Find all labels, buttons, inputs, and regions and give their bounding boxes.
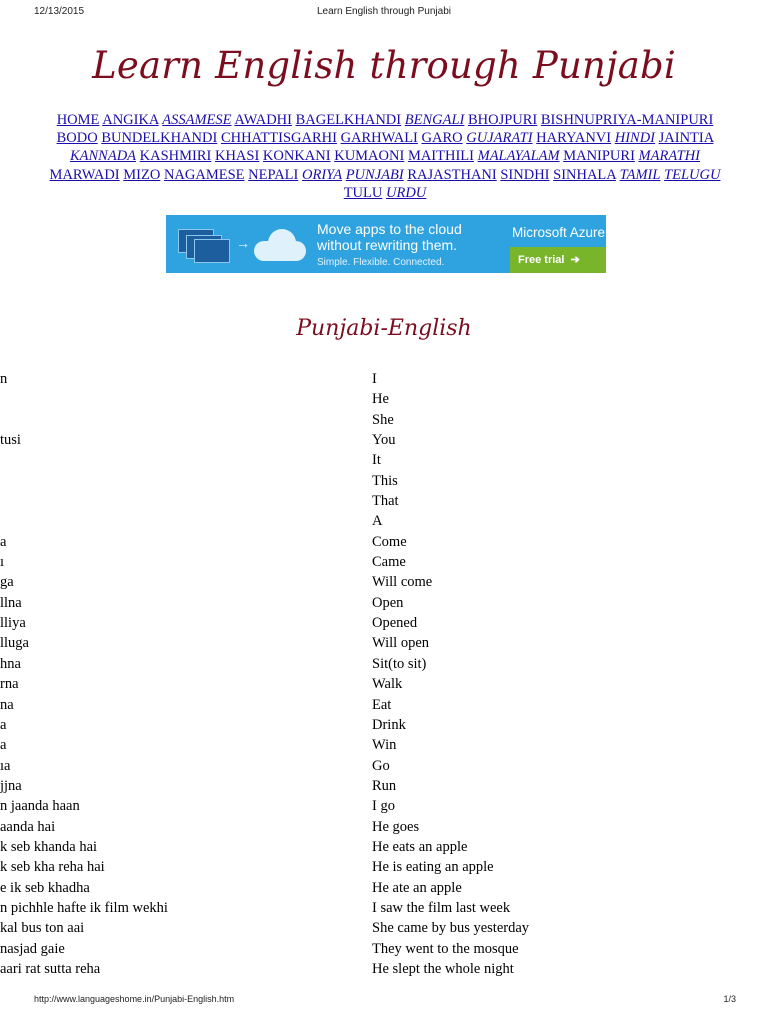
english-phrase: She came by bus yesterday — [372, 920, 530, 937]
phrase-row — [0, 898, 768, 918]
nav-link-assamese[interactable]: ASSAMESE — [162, 112, 232, 128]
arrow-circle-icon: ➔ — [567, 254, 580, 266]
section-title: Punjabi-English — [296, 316, 472, 341]
english-phrase: He ate an apple — [372, 879, 462, 896]
nav-link-kumaoni[interactable]: KUMAONI — [334, 148, 405, 165]
nav-link-bodo[interactable]: BODO — [56, 130, 98, 147]
phrase-row — [0, 532, 768, 552]
english-phrase: Came — [372, 554, 406, 571]
english-phrase: I saw the film last week — [372, 899, 511, 916]
punjabi-phrase: k seb kha reha hai — [0, 859, 105, 876]
phrase-row — [0, 918, 768, 938]
print-title: Learn English through Punjabi — [317, 6, 451, 17]
phrase-row — [0, 796, 768, 816]
punjabi-phrase: na — [0, 696, 14, 713]
phrase-row — [0, 674, 768, 694]
punjabi-phrase: rna — [0, 676, 19, 693]
punjabi-phrase: a — [0, 716, 7, 733]
punjabi-phrase: kal bus ton aai — [0, 920, 85, 937]
punjabi-phrase: a — [0, 737, 7, 754]
nav-link-bengali[interactable]: BENGALI — [404, 112, 465, 128]
ad-headline: Move apps to the cloud without rewriting them. — [317, 221, 462, 253]
english-phrase: He slept the whole night — [372, 960, 514, 977]
phrase-row — [0, 857, 768, 877]
nav-link-mizo[interactable]: MIZO — [123, 166, 161, 183]
phrase-row — [0, 878, 768, 898]
phrase-row — [0, 572, 768, 592]
english-phrase: Run — [372, 777, 397, 794]
punjabi-phrase: aanda hai — [0, 818, 56, 835]
english-phrase: He eats an apple — [372, 838, 468, 855]
english-phrase: Come — [372, 533, 407, 550]
punjabi-phrase: aari rat sutta reha — [0, 960, 101, 977]
punjabi-phrase: n — [0, 371, 8, 387]
cloud-icon — [254, 229, 306, 261]
phrase-row — [0, 511, 768, 531]
nav-link-kannada[interactable]: KANNADA — [69, 148, 137, 165]
nav-link-khasi[interactable]: KHASI — [214, 148, 260, 165]
phrase-row — [0, 654, 768, 674]
free-trial-label: Free trial — [518, 254, 565, 266]
phrase-row — [0, 695, 768, 715]
nav-link-awadhi[interactable]: AWADHI — [234, 112, 292, 128]
phrase-row — [0, 715, 768, 735]
english-phrase: Walk — [372, 676, 403, 693]
punjabi-phrase: n pichhle hafte ik film wekhi — [0, 899, 168, 916]
punjabi-phrase: llna — [0, 594, 22, 611]
english-phrase: A — [372, 513, 383, 530]
phrase-row — [0, 430, 768, 450]
nav-link-oriya[interactable]: ORIYA — [302, 166, 343, 183]
punjabi-phrase: lluga — [0, 635, 29, 652]
english-phrase: Will open — [372, 635, 430, 652]
free-trial-button[interactable] — [510, 247, 606, 273]
nav-link-rajasthani[interactable]: RAJASTHANI — [407, 166, 497, 183]
language-nav — [40, 111, 730, 202]
phrase-row — [0, 837, 768, 857]
site-title: Learn English through Punjabi — [92, 44, 676, 87]
nav-link-angika[interactable]: ANGIKA — [102, 112, 159, 128]
english-phrase: This — [372, 472, 398, 489]
page-number: 1/3 — [723, 994, 736, 1004]
english-phrase: Sit(to sit) — [372, 655, 427, 672]
punjabi-phrase: ga — [0, 574, 14, 591]
english-phrase: That — [372, 493, 399, 510]
nav-link-haryanvi[interactable]: HARYANVI — [536, 130, 612, 147]
nav-link-manipuri[interactable]: MANIPURI — [563, 148, 635, 165]
ad-brand: Microsoft Azure — [512, 225, 606, 240]
phrase-list — [0, 369, 768, 979]
punjabi-phrase: ı — [0, 554, 5, 571]
english-phrase: Win — [372, 737, 397, 754]
english-phrase: He is eating an apple — [372, 859, 494, 876]
english-phrase: Go — [372, 757, 390, 774]
phrase-row — [0, 817, 768, 837]
phrase-row — [0, 593, 768, 613]
nav-link-urdu[interactable]: URDU — [386, 184, 427, 201]
phrase-row — [0, 776, 768, 796]
ad-tagline: Simple. Flexible. Connected. — [317, 257, 445, 268]
phrase-row — [0, 613, 768, 633]
print-url: http://www.languageshome.in/Punjabi-English.htm — [34, 994, 235, 1004]
english-phrase: He — [372, 391, 389, 408]
phrase-row — [0, 491, 768, 511]
nav-link-jaintia[interactable]: JAINTIA — [658, 130, 714, 147]
nav-link-maithili[interactable]: MAITHILI — [407, 148, 474, 165]
nav-link-nepali[interactable]: NEPALI — [248, 166, 299, 183]
ad-banner[interactable] — [166, 215, 606, 273]
nav-link-garhwali[interactable]: GARHWALI — [340, 130, 418, 147]
phrase-row — [0, 410, 768, 430]
english-phrase: You — [372, 432, 396, 449]
nav-link-bundelkhandi[interactable]: BUNDELKHANDI — [101, 130, 218, 147]
nav-link-malayalam[interactable]: MALAYALAM — [477, 148, 560, 165]
nav-link-marwadi[interactable]: MARWADI — [49, 166, 120, 183]
nav-link-gujarati[interactable]: GUJARATI — [466, 130, 533, 147]
punjabi-phrase: lliya — [0, 615, 26, 632]
app-screens-icon — [178, 229, 233, 261]
phrase-row — [0, 959, 768, 979]
print-header — [0, 0, 768, 22]
punjabi-phrase: nasjad gaie — [0, 940, 65, 957]
nav-link-kashmiri[interactable]: KASHMIRI — [139, 148, 212, 165]
nav-link-tamil[interactable]: TAMIL — [619, 166, 661, 183]
punjabi-phrase: hna — [0, 655, 21, 672]
phrase-row — [0, 369, 768, 389]
english-phrase: They went to the mosque — [372, 940, 519, 957]
nav-link-home[interactable]: HOME — [56, 112, 100, 128]
nav-link-hindi[interactable]: HINDI — [614, 130, 655, 147]
english-phrase: It — [372, 452, 381, 469]
nav-link-nagamese[interactable]: NAGAMESE — [163, 166, 245, 183]
punjabi-phrase: e ik seb khadha — [0, 879, 90, 896]
punjabi-phrase: jjna — [0, 777, 22, 794]
nav-link-telugu[interactable]: TELUGU — [664, 166, 721, 183]
nav-link-konkani[interactable]: KONKANI — [262, 148, 331, 165]
punjabi-phrase: n jaanda haan — [0, 798, 80, 815]
print-date: 12/13/2015 — [34, 6, 85, 17]
nav-link-punjabi[interactable]: PUNJABI — [345, 166, 404, 183]
english-phrase: I — [372, 371, 377, 387]
english-phrase: I go — [372, 798, 395, 815]
english-phrase: Open — [372, 594, 404, 611]
punjabi-phrase: ıa — [0, 757, 11, 774]
nav-link-marathi[interactable]: MARATHI — [638, 148, 701, 165]
english-phrase: Will come — [372, 574, 433, 591]
phrase-row — [0, 389, 768, 409]
phrase-row — [0, 471, 768, 491]
phrase-row — [0, 939, 768, 959]
english-phrase: Opened — [372, 615, 418, 632]
nav-link-garo[interactable]: GARO — [421, 130, 463, 147]
english-phrase: She — [372, 411, 394, 428]
phrase-row — [0, 450, 768, 470]
nav-link-tulu[interactable]: TULU — [343, 184, 383, 201]
nav-link-bishnupriya-manipuri[interactable]: BISHNUPRIYA-MANIPURI — [540, 112, 714, 128]
phrase-row — [0, 552, 768, 572]
nav-link-chhattisgarhi[interactable]: CHHATTISGARHI — [220, 130, 337, 147]
nav-link-sinhala[interactable]: SINHALA — [553, 166, 616, 183]
phrase-row — [0, 735, 768, 755]
punjabi-phrase: k seb khanda hai — [0, 838, 98, 855]
english-phrase: Eat — [372, 696, 392, 713]
nav-link-bagelkhandi[interactable]: BAGELKHANDI — [295, 112, 402, 128]
arrow-right-icon: → — [236, 235, 250, 251]
punjabi-phrase: tusi — [0, 432, 21, 449]
print-footer — [0, 994, 768, 1008]
english-phrase: He goes — [372, 818, 420, 835]
english-phrase: Drink — [372, 716, 406, 733]
phrase-row — [0, 633, 768, 653]
nav-link-sindhi[interactable]: SINDHI — [500, 166, 550, 183]
phrase-row — [0, 756, 768, 776]
nav-link-bhojpuri[interactable]: BHOJPURI — [467, 112, 538, 128]
punjabi-phrase: a — [0, 533, 7, 550]
